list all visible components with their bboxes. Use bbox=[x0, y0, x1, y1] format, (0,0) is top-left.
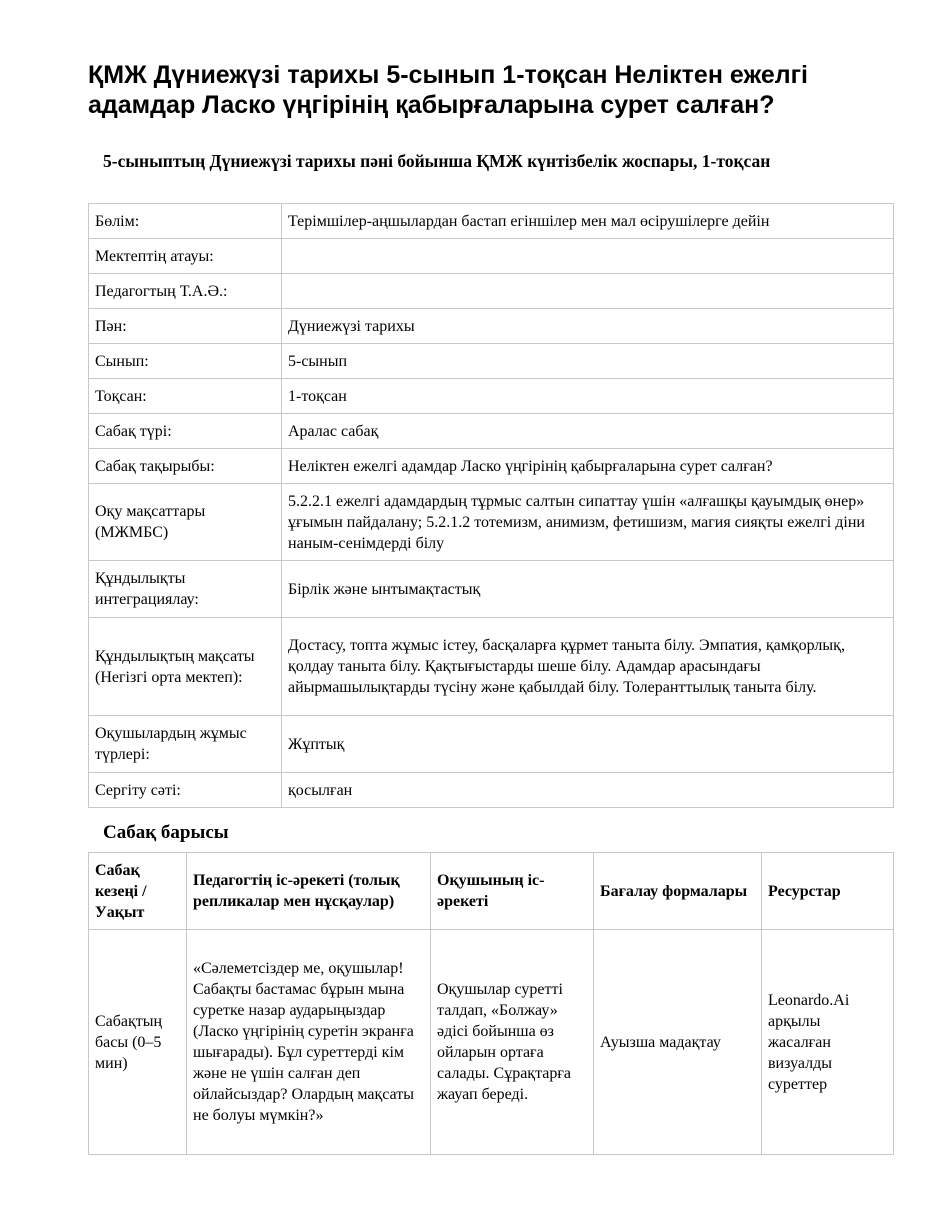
info-label: Пән: bbox=[89, 309, 282, 344]
info-label: Сабақ тақырыбы: bbox=[89, 449, 282, 484]
assessment-cell: Ауызша мадақтау bbox=[594, 930, 762, 1155]
table-row bbox=[89, 484, 894, 561]
info-label: Құндылықтың мақсаты (Негізгі орта мектеп): bbox=[89, 618, 282, 716]
table-row bbox=[89, 309, 894, 344]
table-row bbox=[89, 379, 894, 414]
table-row bbox=[89, 773, 894, 808]
info-value: 5.2.2.1 ежелгі адамдардың тұрмыс салтын сипаттау үшін «алғашқы қауымдық өнер» ұғымын пайдалану; 5.2.1.2 тотемизм, анимизм, фетишизм, магия сияқты ежелгі діни наным-сенімдерді білу bbox=[282, 484, 894, 561]
table-row bbox=[89, 449, 894, 484]
info-value: 1-тоқсан bbox=[282, 379, 894, 414]
table-row bbox=[89, 344, 894, 379]
teacher-action-cell: «Сәлеметсіздер ме, оқушылар! Сабақты бастамас бұрын мына суретке назар аударыңыздар (Ласко үңгірінің суретін экранға шығарады). Бұл суреттерді кім және не үшін салған деп ойлайсыздар? Олардың мақсаты не болуы мүмкін?» bbox=[187, 930, 431, 1155]
info-label: Сергіту сәті: bbox=[89, 773, 282, 808]
table-row bbox=[89, 274, 894, 309]
info-value: қосылған bbox=[282, 773, 894, 808]
info-label: Педагогтың Т.А.Ә.: bbox=[89, 274, 282, 309]
info-value: Бірлік және ынтымақтастық bbox=[282, 561, 894, 618]
table-row bbox=[89, 239, 894, 274]
table-row bbox=[89, 618, 894, 716]
info-label: Оқушылардың жұмыс түрлері: bbox=[89, 716, 282, 773]
lesson-info-table bbox=[88, 203, 894, 808]
info-label: Құндылықты интеграциялау: bbox=[89, 561, 282, 618]
table-row bbox=[89, 561, 894, 618]
table-row bbox=[89, 414, 894, 449]
info-label: Сынып: bbox=[89, 344, 282, 379]
info-value: 5-сынып bbox=[282, 344, 894, 379]
table-row bbox=[89, 930, 894, 1155]
info-value: Терімшілер-аңшылардан бастап егіншілер мен мал өсірушілерге дейін bbox=[282, 204, 894, 239]
column-header-teacher: Педагогтің іс-әрекеті (толық репликалар мен нұсқаулар) bbox=[187, 853, 431, 930]
lesson-stage-cell: Сабақтың басы (0–5 мин) bbox=[89, 930, 187, 1155]
table-row bbox=[89, 204, 894, 239]
info-value bbox=[282, 274, 894, 309]
column-header-student: Оқушының іс-әрекеті bbox=[431, 853, 594, 930]
info-value: Дүниежүзі тарихы bbox=[282, 309, 894, 344]
student-action-cell: Оқушылар суретті талдап, «Болжау» әдісі бойынша өз ойларын ортаға салады. Сұрақтарға жауап береді. bbox=[431, 930, 594, 1155]
info-value: Достасу, топта жұмыс істеу, басқаларға құрмет таныта білу. Эмпатия, қамқорлық, қолдау таныта білу. Қақтығыстарды шеше білу. Адамдар арасындағы айырмашылықтарды түсіну және қабылдай білу. Толеранттылық таныта білу. bbox=[282, 618, 894, 716]
table-row bbox=[89, 716, 894, 773]
lesson-progress-heading: Сабақ барысы bbox=[103, 822, 229, 843]
column-header-stage: Сабақ кезеңі / Уақыт bbox=[89, 853, 187, 930]
info-label: Мектептің атауы: bbox=[89, 239, 282, 274]
resources-cell: Leonardo.Ai арқылы жасалған визуалды суреттер bbox=[762, 930, 894, 1155]
column-header-assessment: Бағалау формалары bbox=[594, 853, 762, 930]
lesson-progress-table bbox=[88, 852, 894, 1155]
column-header-resources: Ресурстар bbox=[762, 853, 894, 930]
info-label: Тоқсан: bbox=[89, 379, 282, 414]
info-value: Аралас сабақ bbox=[282, 414, 894, 449]
info-label: Оқу мақсаттары (МЖМБС) bbox=[89, 484, 282, 561]
table-header-row bbox=[89, 853, 894, 930]
info-value bbox=[282, 239, 894, 274]
info-label: Сабақ түрі: bbox=[89, 414, 282, 449]
info-value: Жұптық bbox=[282, 716, 894, 773]
info-label: Бөлім: bbox=[89, 204, 282, 239]
plan-subtitle: 5-сыныптың Дүниежүзі тарихы пәні бойынша ҚМЖ күнтізбелік жоспары, 1-тоқсан bbox=[103, 151, 771, 171]
info-value: Неліктен ежелгі адамдар Ласко үңгірінің қабырғаларына сурет салған? bbox=[282, 449, 894, 484]
page-title: ҚМЖ Дүниежүзі тарихы 5-сынып 1-тоқсан Неліктен ежелгі адамдар Ласко үңгірінің қабырғаларына сурет салған? bbox=[88, 61, 808, 119]
